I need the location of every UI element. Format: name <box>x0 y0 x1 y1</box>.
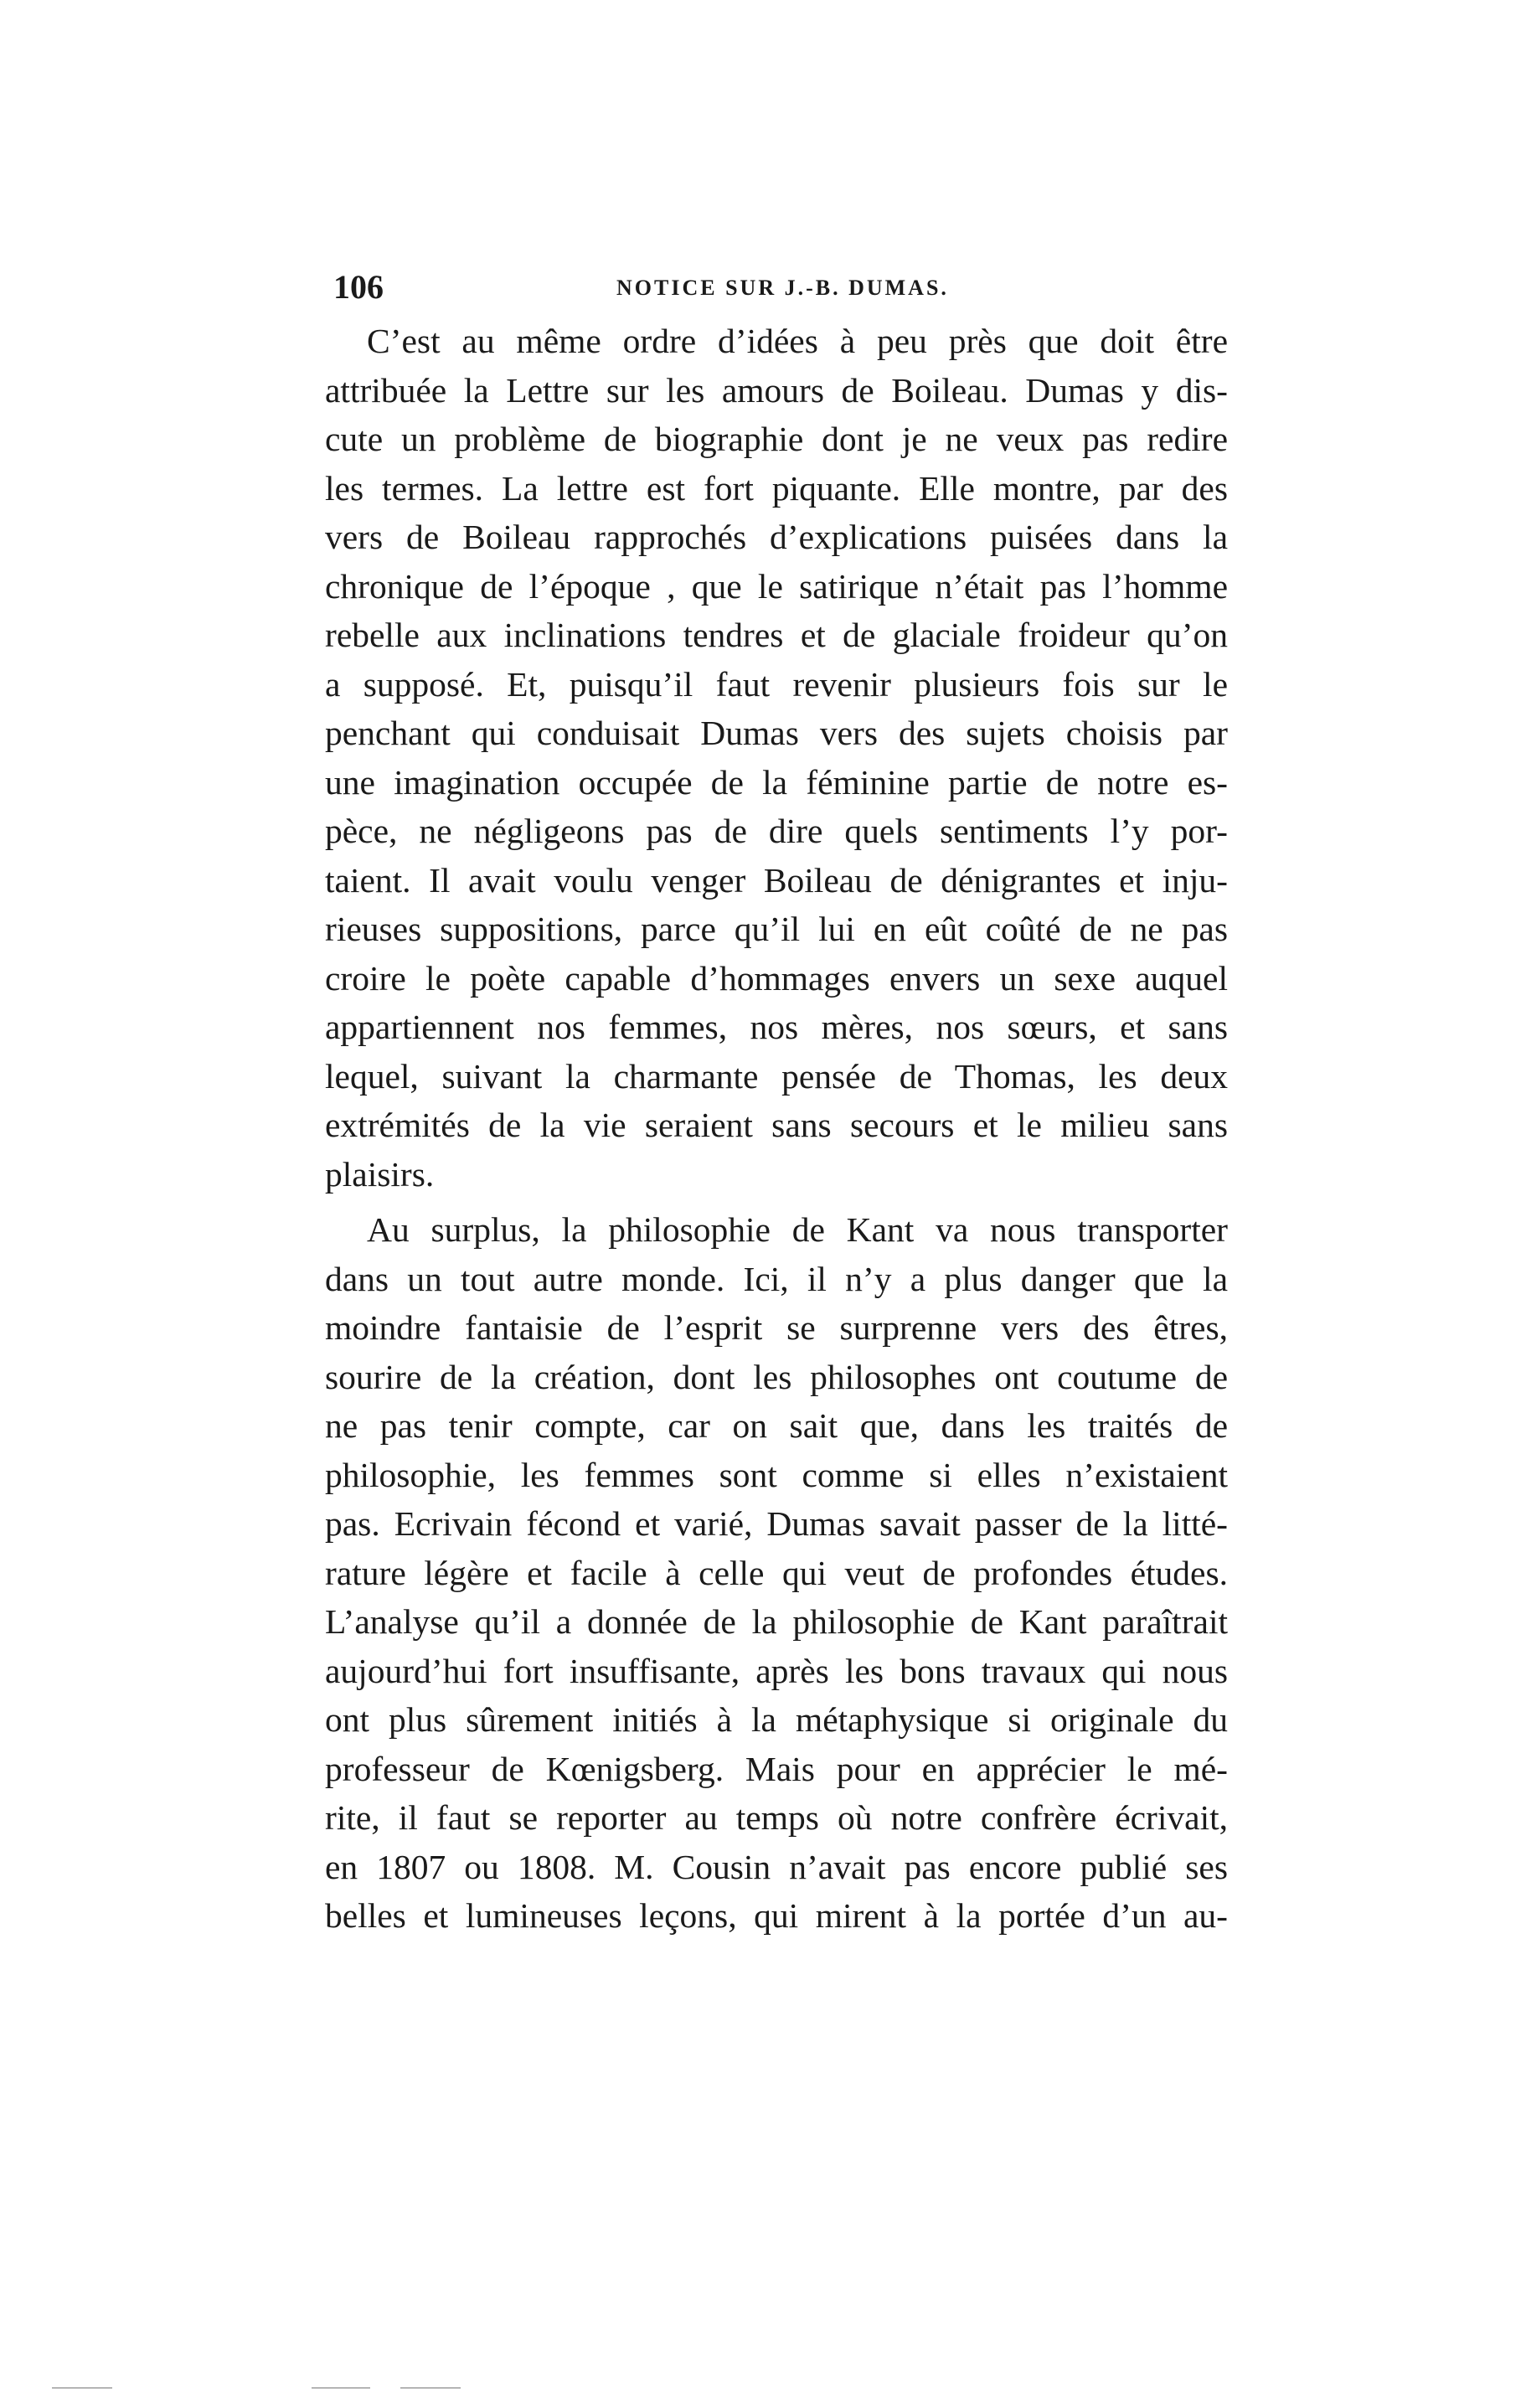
scan-edge-mark <box>400 2387 461 2389</box>
text-line: une imagination occupée de la féminine partie de notre es- <box>325 762 1228 802</box>
text-line: rature légère et facile à celle qui veut de profondes études. <box>325 1553 1228 1592</box>
text-line: a supposé. Et, puisqu’il faut revenir plusieurs fois sur le <box>325 664 1228 704</box>
text-line: en 1807 ou 1808. M. Cousin n’avait pas encore publié ses <box>325 1847 1228 1886</box>
running-title: NOTICE SUR J.-B. DUMAS. <box>616 276 949 300</box>
text-line: philosophie, les femmes sont comme si elles n’existaient <box>325 1455 1228 1494</box>
text-line: dans un tout autre monde. Ici, il n’y a plus danger que la <box>325 1259 1228 1298</box>
text-line: vers de Boileau rapprochés d’explications puisées dans la <box>325 518 1228 556</box>
body-text <box>325 317 1228 1941</box>
text-line: C’est au même ordre d’idées à peu près que doit être <box>367 322 1228 360</box>
text-line: L’analyse qu’il a donnée de la philosophie de Kant paraîtrait <box>325 1602 1228 1641</box>
text-line: appartiennent nos femmes, nos mères, nos sœurs, et sans <box>325 1008 1228 1046</box>
text-line: croire le poète capable d’hommages envers un sexe auquel <box>325 958 1228 998</box>
text-line: ont plus sûrement initiés à la métaphysique si originale du <box>325 1700 1228 1739</box>
text-line: sourire de la création, dont les philosophes ont coutume de <box>325 1357 1228 1396</box>
text-line: moindre fantaisie de l’esprit se surprenne vers des êtres, <box>325 1308 1228 1347</box>
text-line: ne pas tenir compte, car on sait que, dans les traités de <box>325 1406 1228 1445</box>
text-line: lequel, suivant la charmante pensée de Thomas, les deux <box>325 1056 1228 1096</box>
paragraph-2 <box>325 1205 1228 1941</box>
text-line: les termes. La lettre est fort piquante. Elle montre, par des <box>325 468 1228 508</box>
text-line: rite, il faut se reporter au temps où notre confrère écrivait, <box>325 1798 1228 1837</box>
text-line: chronique de l’époque , que le satirique n’était pas l’homme <box>325 566 1228 606</box>
text-line: penchant qui conduisait Dumas vers des sujets choisis par <box>325 714 1228 752</box>
text-line: pèce, ne négligeons pas de dire quels sentiments l’y por- <box>325 812 1228 850</box>
running-head <box>333 266 1238 308</box>
text-line: professeur de Kœnigsberg. Mais pour en apprécier le mé- <box>325 1749 1228 1788</box>
text-line: aujourd’hui fort insuffisante, après les bons travaux qui nous <box>325 1651 1228 1690</box>
scan-edge-mark <box>52 2387 112 2389</box>
text-line: plaisirs. <box>325 1154 435 1194</box>
text-line: rebelle aux inclinations tendres et de glaciale froideur qu’on <box>325 616 1228 654</box>
paragraph-1 <box>325 317 1228 1199</box>
text-line: taient. Il avait voulu venger Boileau de dénigrantes et inju- <box>325 860 1228 900</box>
text-line: extrémités de la vie seraient sans secours et le milieu sans <box>325 1106 1228 1144</box>
text-line: pas. Ecrivain fécond et varié, Dumas savait passer de la litté- <box>325 1504 1228 1543</box>
text-line: rieuses suppositions, parce qu’il lui en eût coûté de ne pas <box>325 910 1228 948</box>
scan-edge-mark <box>312 2387 370 2389</box>
text-line: cute un problème de biographie dont je ne veux pas redire <box>325 420 1228 458</box>
paragraph-gap <box>325 1199 1228 1205</box>
text-line: attribuée la Lettre sur les amours de Boileau. Dumas y dis- <box>325 370 1228 410</box>
text-line: Au surplus, la philosophie de Kant va nous transporter <box>367 1210 1228 1249</box>
page-number: 106 <box>333 268 384 306</box>
text-line: belles et lumineuses leçons, qui mirent à la portée d’un au- <box>325 1896 1228 1935</box>
